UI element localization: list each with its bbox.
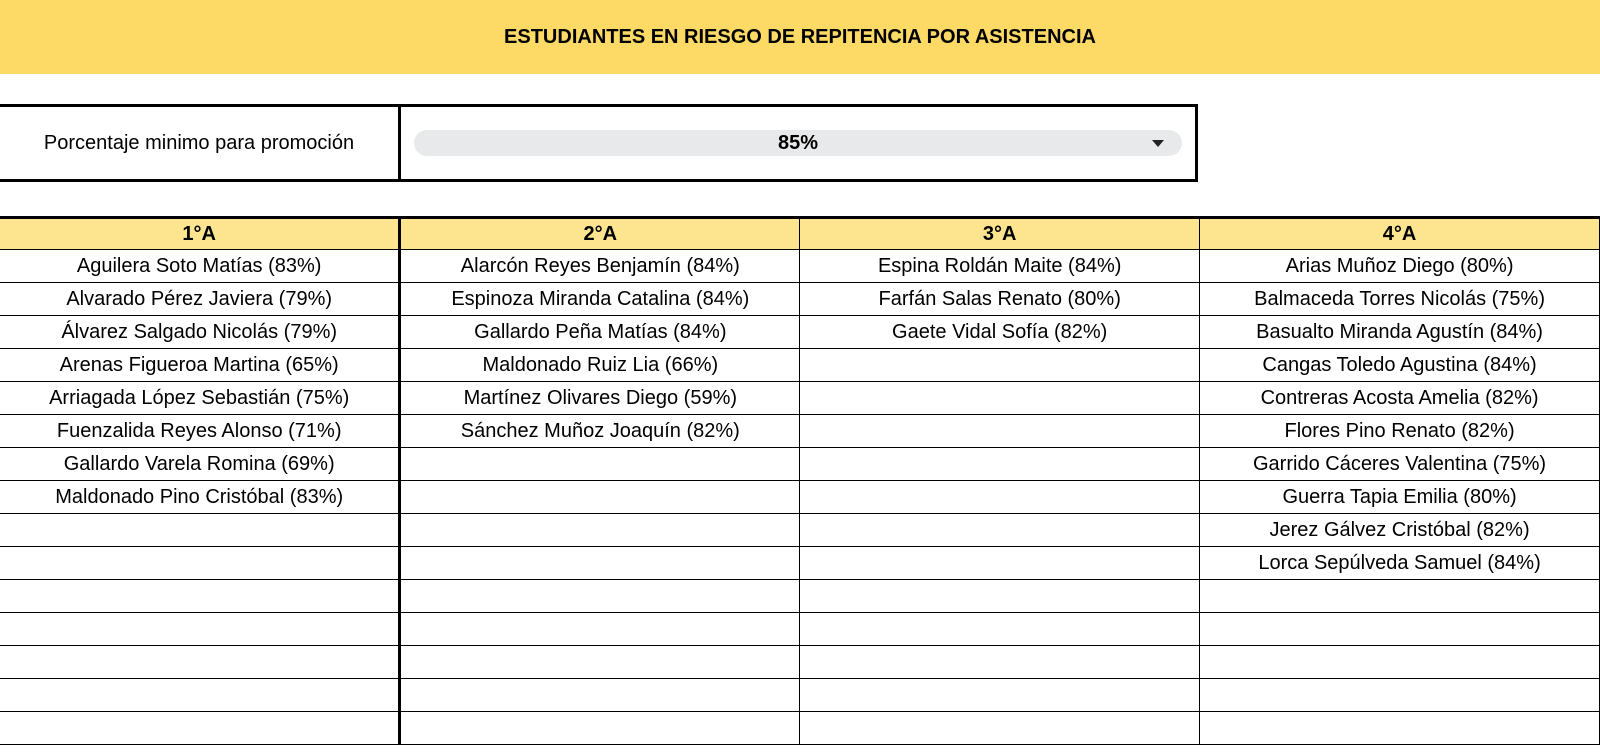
student-cell[interactable]: Flores Pino Renato (82%) [1200, 415, 1600, 448]
student-cell[interactable] [400, 613, 800, 646]
student-cell[interactable]: Fuenzalida Reyes Alonso (71%) [0, 415, 400, 448]
column-header-2a[interactable]: 2°A [400, 218, 800, 250]
student-cell[interactable]: Gallardo Varela Romina (69%) [0, 448, 400, 481]
table-row [0, 547, 1600, 580]
student-cell[interactable]: Contreras Acosta Amelia (82%) [1200, 382, 1600, 415]
column-header-4a[interactable]: 4°A [1200, 218, 1600, 250]
student-cell[interactable] [0, 646, 400, 679]
table-row [0, 646, 1600, 679]
student-cell[interactable]: Gaete Vidal Sofía (82%) [800, 316, 1200, 349]
page-title-text: ESTUDIANTES EN RIESGO DE REPITENCIA POR ASISTENCIA [504, 25, 1096, 48]
student-cell[interactable] [400, 679, 800, 712]
student-cell[interactable] [800, 712, 1200, 745]
student-cell[interactable]: Martínez Olivares Diego (59%) [400, 382, 800, 415]
student-cell[interactable]: Alarcón Reyes Benjamín (84%) [400, 250, 800, 283]
student-cell[interactable] [800, 514, 1200, 547]
student-cell[interactable]: Garrido Cáceres Valentina (75%) [1200, 448, 1600, 481]
student-cell[interactable] [400, 646, 800, 679]
table-row [0, 415, 1600, 448]
student-cell[interactable] [0, 580, 400, 613]
student-cell[interactable]: Guerra Tapia Emilia (80%) [1200, 481, 1600, 514]
student-cell[interactable]: Álvarez Salgado Nicolás (79%) [0, 316, 400, 349]
student-cell[interactable] [1200, 613, 1600, 646]
student-cell[interactable] [400, 547, 800, 580]
table-row [0, 580, 1600, 613]
table-row [0, 316, 1600, 349]
student-cell[interactable] [800, 679, 1200, 712]
column-header-1a[interactable]: 1°A [0, 218, 400, 250]
table-row [0, 448, 1600, 481]
promotion-threshold-value: 85% [777, 131, 819, 154]
students-at-risk-table [0, 216, 1600, 745]
student-cell[interactable] [400, 580, 800, 613]
student-cell[interactable] [0, 679, 400, 712]
table-row [0, 679, 1600, 712]
student-cell[interactable] [0, 547, 400, 580]
student-cell[interactable]: Maldonado Ruiz Lia (66%) [400, 349, 800, 382]
page-title [0, 0, 1600, 74]
promotion-threshold-row [0, 104, 1198, 182]
student-cell[interactable]: Aguilera Soto Matías (83%) [0, 250, 400, 283]
table-row [0, 514, 1600, 547]
student-cell[interactable]: Arriagada López Sebastián (75%) [0, 382, 400, 415]
student-cell[interactable] [400, 481, 800, 514]
student-cell[interactable] [0, 514, 400, 547]
table-row [0, 613, 1600, 646]
student-cell[interactable] [1200, 580, 1600, 613]
student-cell[interactable] [800, 382, 1200, 415]
student-cell[interactable]: Cangas Toledo Agustina (84%) [1200, 349, 1600, 382]
table-row [0, 481, 1600, 514]
student-cell[interactable] [800, 481, 1200, 514]
table-body [0, 250, 1600, 745]
student-cell[interactable]: Arias Muñoz Diego (80%) [1200, 250, 1600, 283]
student-cell[interactable]: Basualto Miranda Agustín (84%) [1200, 316, 1600, 349]
student-cell[interactable] [0, 712, 400, 745]
student-cell[interactable]: Espinoza Miranda Catalina (84%) [400, 283, 800, 316]
student-cell[interactable]: Espina Roldán Maite (84%) [800, 250, 1200, 283]
student-cell[interactable] [800, 613, 1200, 646]
student-cell[interactable] [1200, 712, 1600, 745]
student-cell[interactable]: Sánchez Muñoz Joaquín (82%) [400, 415, 800, 448]
chevron-down-icon[interactable] [1152, 140, 1164, 147]
promotion-threshold-cell [401, 107, 1195, 179]
column-header-3a[interactable]: 3°A [800, 218, 1200, 250]
student-cell[interactable]: Lorca Sepúlveda Samuel (84%) [1200, 547, 1600, 580]
student-cell[interactable]: Balmaceda Torres Nicolás (75%) [1200, 283, 1600, 316]
student-cell[interactable] [800, 349, 1200, 382]
student-cell[interactable] [400, 514, 800, 547]
table-row [0, 712, 1600, 745]
table-row [0, 250, 1600, 283]
student-cell[interactable] [800, 547, 1200, 580]
student-cell[interactable] [1200, 679, 1600, 712]
student-cell[interactable] [0, 613, 400, 646]
student-cell[interactable] [800, 580, 1200, 613]
table-header-row [0, 218, 1600, 250]
student-cell[interactable]: Jerez Gálvez Cristóbal (82%) [1200, 514, 1600, 547]
student-cell[interactable] [1200, 646, 1600, 679]
student-cell[interactable] [800, 646, 1200, 679]
student-cell[interactable] [400, 448, 800, 481]
table-row [0, 382, 1600, 415]
student-cell[interactable] [800, 448, 1200, 481]
promotion-threshold-dropdown[interactable] [414, 130, 1182, 156]
student-cell[interactable] [800, 415, 1200, 448]
student-cell[interactable]: Maldonado Pino Cristóbal (83%) [0, 481, 400, 514]
promotion-threshold-label: Porcentaje minimo para promoción [0, 107, 401, 179]
student-cell[interactable]: Farfán Salas Renato (80%) [800, 283, 1200, 316]
table-row [0, 349, 1600, 382]
student-cell[interactable] [400, 712, 800, 745]
student-cell[interactable]: Alvarado Pérez Javiera (79%) [0, 283, 400, 316]
table-row [0, 283, 1600, 316]
student-cell[interactable]: Arenas Figueroa Martina (65%) [0, 349, 400, 382]
student-cell[interactable]: Gallardo Peña Matías (84%) [400, 316, 800, 349]
